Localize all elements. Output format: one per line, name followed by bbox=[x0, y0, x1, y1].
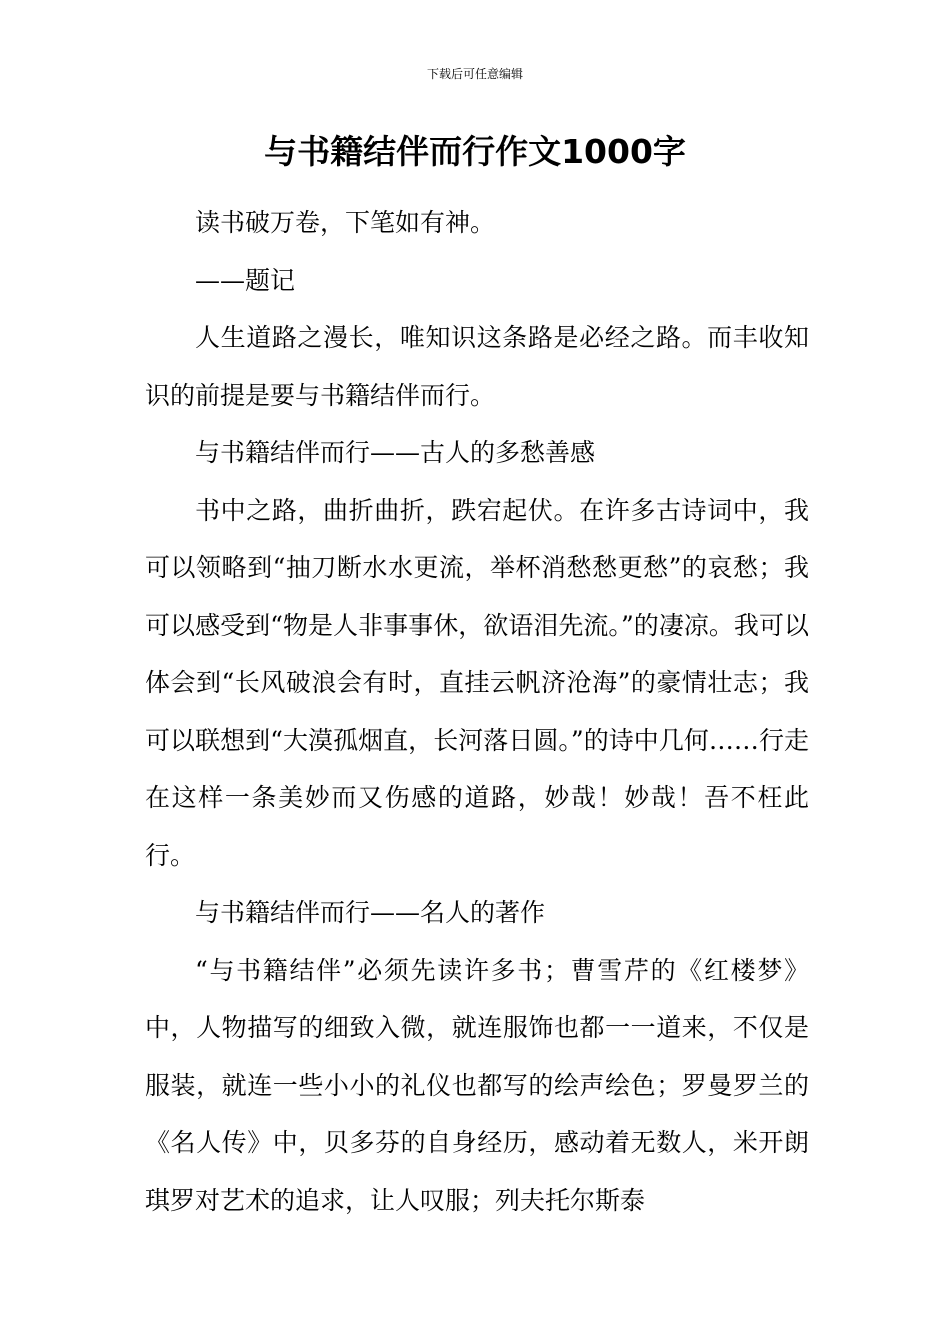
section-heading: 与书籍结伴而行——古人的多愁善感 bbox=[195, 438, 596, 467]
section-heading: 与书籍结伴而行——名人的著作 bbox=[195, 898, 546, 927]
document-body bbox=[145, 194, 809, 1229]
header-note: 下载后可任意编辑 bbox=[426, 67, 523, 81]
body-paragraph: 书中之路，曲折曲折，跌宕起伏。在许多古诗词中，我可以领略到“抽刀断水水更流，举杯消愁愁更愁”的哀愁；我可以感受到“物是人非事事休，欲语泪先流。”的凄凉。我可以体会到“长风破浪会有时，直挂云帆济沧海”的豪情壮志；我可以联想到“大漠孤烟直，长河落日圆。”的诗中几何……行走在这样一条美妙而又伤感的道路，妙哉！妙哉！吾不枉此行。 bbox=[145, 495, 809, 870]
epigraph-attribution: ——题记 bbox=[195, 265, 296, 295]
body-paragraph: “与书籍结伴”必须先读许多书；曹雪芹的《红楼梦》中，人物描写的细致入微，就连服饰也都一一道来，不仅是服装，就连一些小小的礼仪也都写的绘声绘色；罗曼罗兰的《名人传》中，贝多芬的自身经历，感动着无数人，米开朗琪罗对艺术的追求，让人叹服；列夫托尔斯泰 bbox=[145, 955, 809, 1215]
body-paragraph: 人生道路之漫长，唯知识这条路是必经之路。而丰收知识的前提是要与书籍结伴而行。 bbox=[145, 323, 809, 410]
document-title: 与书籍结伴而行作文1000字 bbox=[264, 132, 686, 171]
epigraph-quote: 读书破万卷，下笔如有神。 bbox=[195, 208, 496, 237]
